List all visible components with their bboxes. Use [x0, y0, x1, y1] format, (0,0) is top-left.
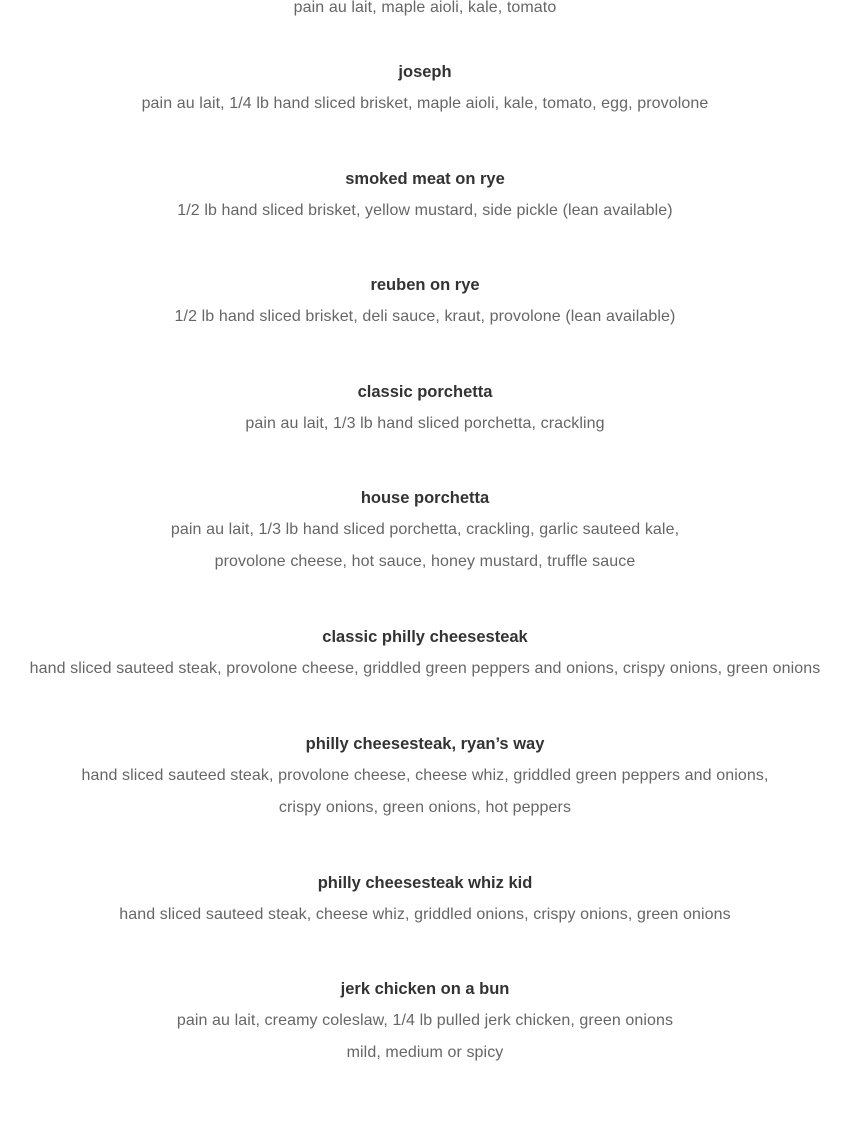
item-description	[0, 195, 850, 227]
item-name: classic porchetta	[357, 383, 493, 401]
menu-item-classic-philly-cheesesteak	[0, 626, 850, 685]
item-description-line: 1/2 lb hand sliced brisket, yellow mustard, side pickle (lean available)	[177, 202, 673, 219]
item-name: classic philly cheesesteak	[322, 628, 528, 646]
item-description-line: 1/2 lb hand sliced brisket, deli sauce, kraut, provolone (lean available)	[174, 308, 676, 325]
item-description-line: hand sliced sauteed steak, provolone cheese, cheese whiz, griddled green peppers and onions,	[81, 767, 769, 784]
item-description	[0, 653, 850, 685]
item-description	[0, 301, 850, 333]
item-name: smoked meat on rye	[345, 170, 505, 188]
item-description-line: mild, medium or spicy	[346, 1044, 504, 1061]
item-name: joseph	[398, 63, 452, 81]
menu-item-jerk-chicken-on-a-bun	[0, 978, 850, 1069]
item-description-line: pain au lait, 1/3 lb hand sliced porchetta, crackling	[245, 415, 605, 432]
previous-item-description: pain au lait, maple aioli, kale, tomato	[293, 0, 557, 16]
menu-item-smoked-meat-on-rye	[0, 168, 850, 227]
item-description	[0, 899, 850, 931]
item-description-line: pain au lait, 1/3 lb hand sliced porchetta, crackling, garlic sauteed kale,	[170, 521, 680, 538]
item-description	[0, 1005, 850, 1069]
menu-item-reuben-on-rye	[0, 274, 850, 333]
item-description	[0, 88, 850, 120]
menu-item-philly-cheesesteak-whiz-kid	[0, 872, 850, 931]
item-description-line: pain au lait, creamy coleslaw, 1/4 lb pulled jerk chicken, green onions	[176, 1012, 674, 1029]
item-description	[0, 760, 850, 824]
item-description-line: crispy onions, green onions, hot peppers	[278, 799, 572, 816]
item-description-line: hand sliced sauteed steak, cheese whiz, griddled onions, crispy onions, green onions	[119, 906, 731, 923]
menu-item-philly-cheesesteak-ryans-way	[0, 733, 850, 824]
item-name: philly cheesesteak, ryan’s way	[305, 735, 545, 753]
item-name: house porchetta	[360, 489, 490, 507]
item-name: reuben on rye	[370, 276, 480, 294]
item-description	[0, 408, 850, 440]
item-description-line: hand sliced sauteed steak, provolone cheese, griddled green peppers and onions, crispy onions, green onions	[29, 660, 821, 677]
item-description	[0, 514, 850, 578]
item-description-line: provolone cheese, hot sauce, honey mustard, truffle sauce	[214, 553, 636, 570]
item-description-line: pain au lait, 1/4 lb hand sliced brisket, maple aioli, kale, tomato, egg, provolone	[141, 95, 709, 112]
menu-item-house-porchetta	[0, 487, 850, 578]
menu-item-classic-porchetta	[0, 381, 850, 440]
menu-item-joseph	[0, 61, 850, 120]
item-name: philly cheesesteak whiz kid	[317, 874, 533, 892]
item-name: jerk chicken on a bun	[340, 980, 510, 998]
